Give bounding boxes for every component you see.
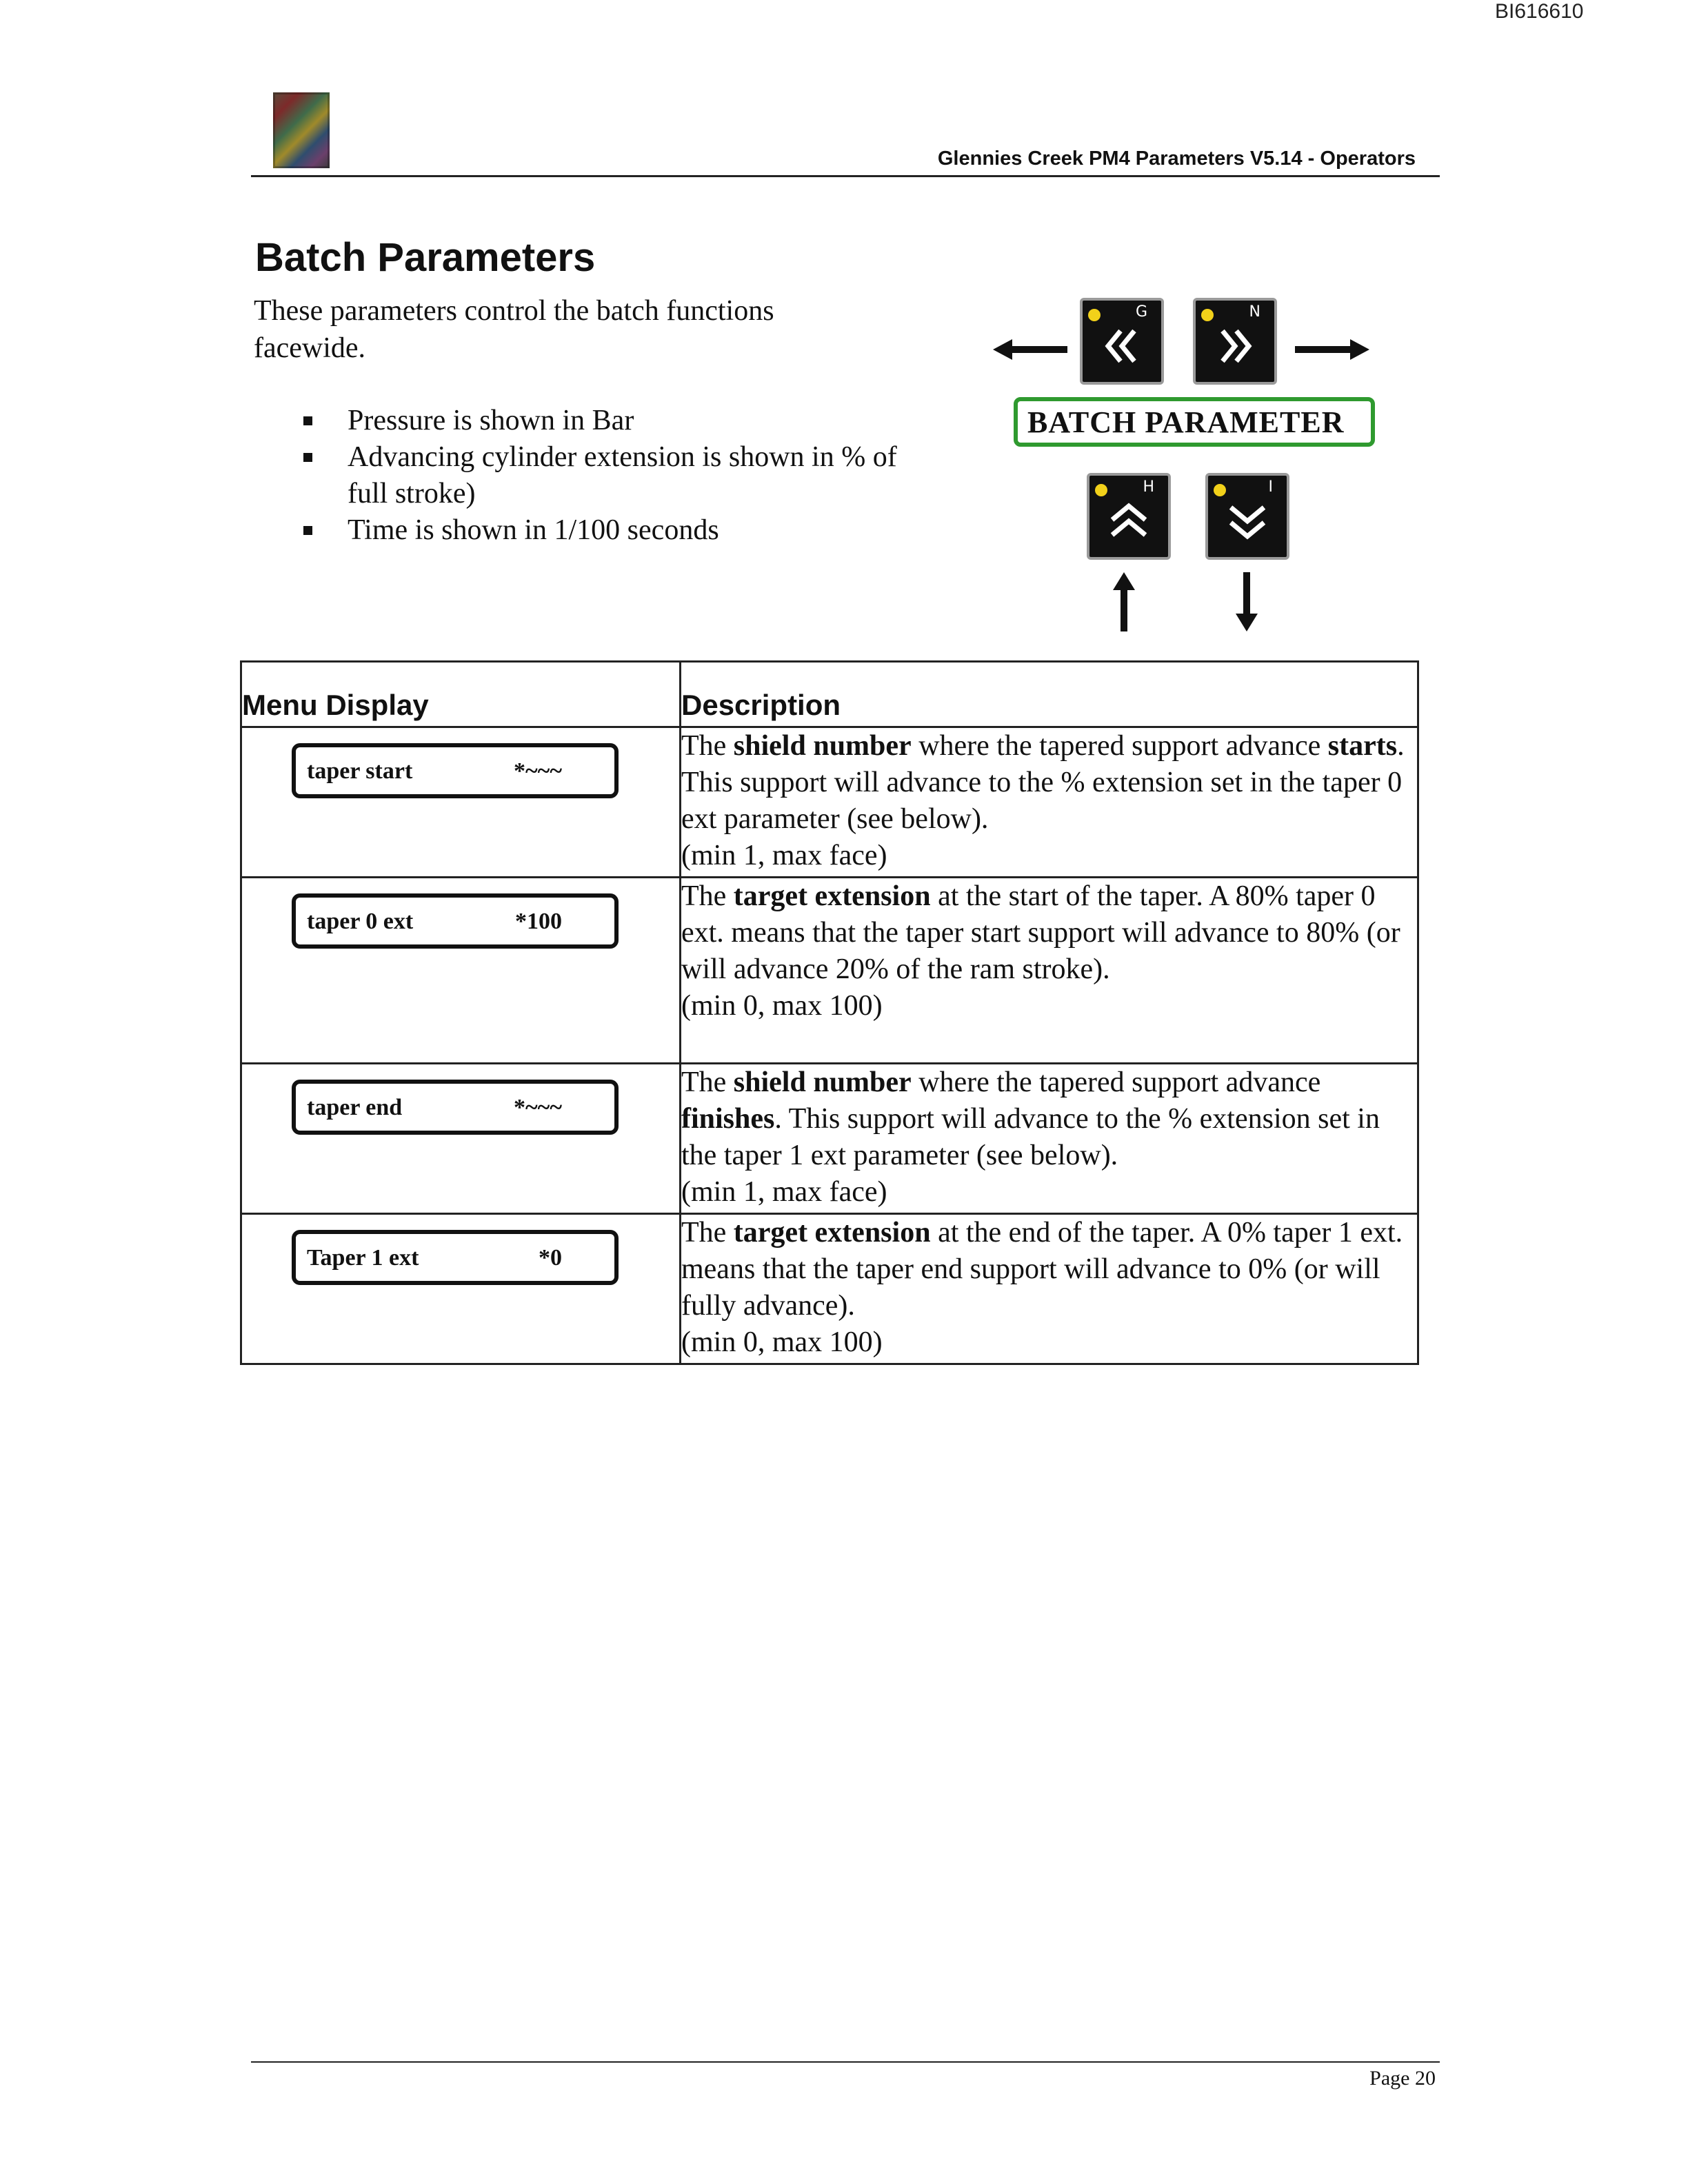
menu-display-cell [241,727,681,878]
key-right[interactable] [1193,298,1277,385]
lcd-label: taper start [307,758,413,784]
desc-text: The [681,1066,734,1098]
menu-display-cell [241,1214,681,1364]
footer-rule [251,2061,1440,2063]
parameters-table [240,660,1419,1365]
document-id: BI616610 [1495,0,1584,23]
batch-parameter-display: BATCH PARAMETER [1014,397,1375,447]
desc-bold: starts [1327,730,1398,762]
desc-range: (min 0, max 100) [681,990,883,1022]
desc-bold: shield number [733,1066,912,1098]
lcd-value: *100 [515,909,562,934]
double-chevron-down-icon [1227,501,1268,542]
description-cell [681,727,1418,878]
desc-text: . This support will advance to the % extension set in the taper 0 ext parameter (see below). [681,730,1405,835]
lcd-display [292,1230,619,1285]
desc-text: The [681,1217,734,1248]
key-letter: N [1249,303,1260,321]
indicator-light [1088,309,1101,321]
desc-range: (min 1, max face) [681,840,887,871]
table-row [241,1064,1418,1214]
indicator-light [1201,309,1214,321]
description-cell [681,1064,1418,1214]
key-left[interactable] [1080,298,1164,385]
desc-text: at the end of the taper. A 0% taper 1 ext. means that the taper end support will advance to 0% (or will fully advance). [681,1217,1403,1322]
double-chevron-left-icon [1101,325,1143,367]
key-letter: G [1135,303,1147,321]
desc-bold: shield number [733,730,912,762]
arrow-right-icon [1294,338,1369,361]
description-cell [681,1214,1418,1364]
lcd-label: taper 0 ext [307,909,414,934]
key-letter: I [1268,478,1273,496]
section-intro: These parameters control the batch functions facewide. [254,295,774,364]
table-row [241,727,1418,878]
bullet-item: Advancing cylinder extension is shown in % of full stroke) [303,439,910,512]
lcd-display [292,893,619,949]
lcd-value: *0 [539,1245,562,1271]
desc-bold: target extension [733,1217,931,1248]
desc-text: where the tapered support advance [911,1066,1321,1098]
company-logo [273,92,330,168]
bullet-item: Time is shown in 1/100 seconds [303,512,910,549]
desc-range: (min 1, max face) [681,1176,887,1208]
table-row [241,878,1418,1064]
desc-text: The [681,730,734,762]
key-up[interactable] [1087,473,1171,560]
description-cell [681,878,1418,1064]
column-header-description: Description [681,662,1418,727]
double-chevron-right-icon [1214,325,1256,367]
header-rule [251,175,1440,177]
arrow-up-icon [1112,572,1136,631]
menu-display-cell [241,1064,681,1214]
column-header-menu-display: Menu Display [241,662,681,727]
arrow-down-icon [1234,572,1259,631]
arrow-left-icon [993,338,1069,361]
table-header-row [241,662,1418,727]
lcd-value: *~~~ [513,758,562,784]
section-heading: Batch Parameters [255,235,596,280]
indicator-light [1095,484,1107,496]
desc-text: at the start of the taper. A 80% taper 0 ext. means that the taper start support will advance to 80% (or will advance 20% of the ram stroke). [681,880,1400,985]
menu-display-cell [241,878,681,1064]
indicator-light [1214,484,1226,496]
bullet-list [303,403,910,549]
lcd-value: *~~~ [513,1095,562,1120]
key-down[interactable] [1205,473,1289,560]
lcd-display [292,743,619,798]
lcd-display [292,1080,619,1135]
page-number: Page 20 [1369,2067,1436,2090]
desc-text: The [681,880,734,912]
desc-text: . This support will advance to the % extension set in the taper 1 ext parameter (see below). [681,1103,1380,1171]
table-row [241,1214,1418,1364]
bullet-item: Pressure is shown in Bar [303,403,910,439]
lcd-label: taper end [307,1095,403,1120]
double-chevron-up-icon [1108,501,1149,542]
lcd-label: Taper 1 ext [307,1245,419,1271]
desc-range: (min 0, max 100) [681,1326,883,1358]
header-title: Glennies Creek PM4 Parameters V5.14 - Operators [937,148,1416,170]
desc-bold: finishes [681,1103,775,1135]
key-letter: H [1143,478,1154,496]
desc-bold: target extension [733,880,931,912]
desc-text: where the tapered support advance [911,730,1328,762]
